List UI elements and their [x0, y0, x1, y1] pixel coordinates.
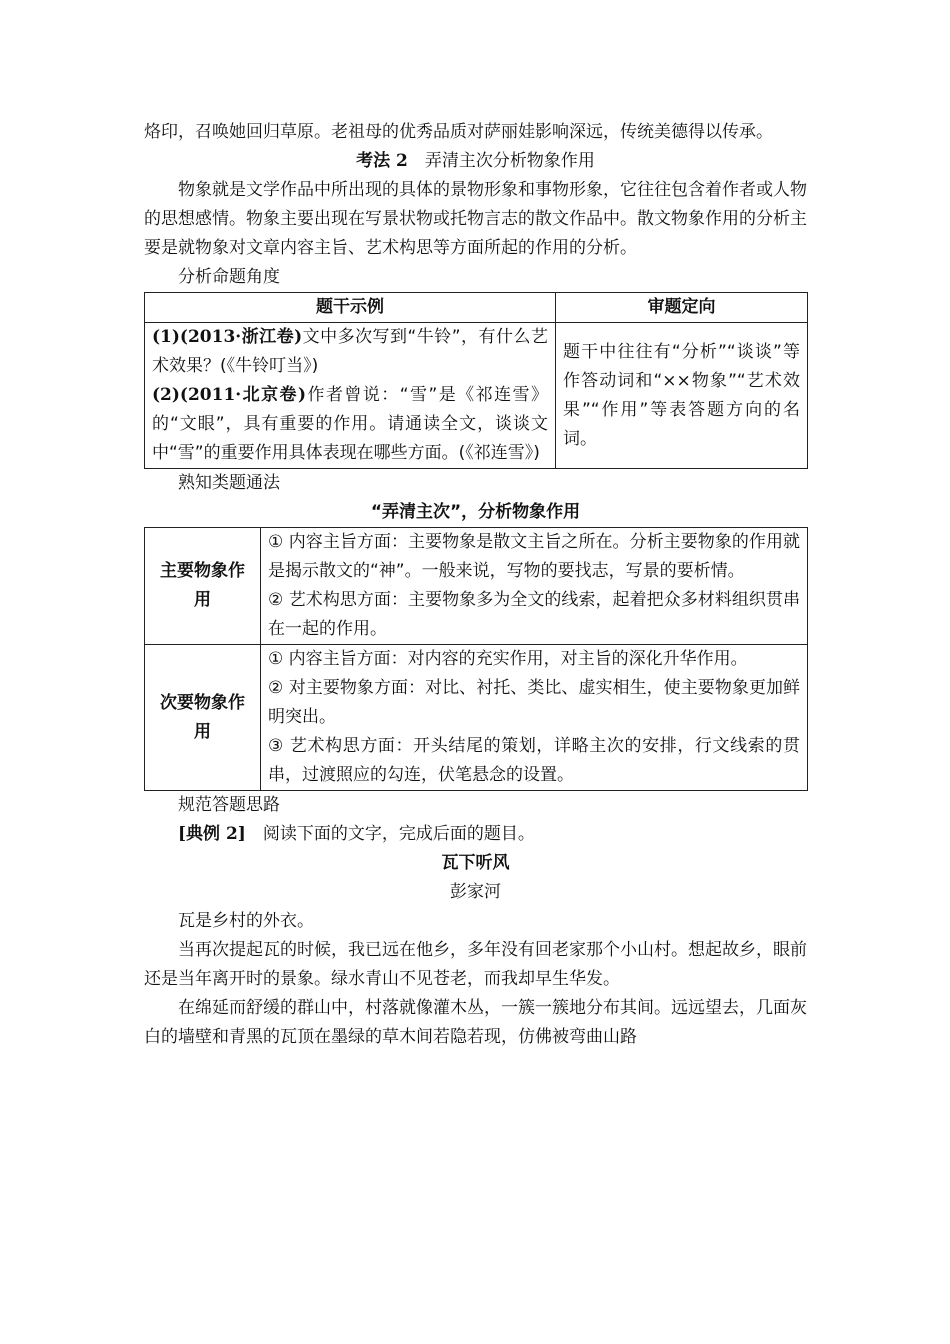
analysis-label: 分析命题角度 [178, 267, 280, 287]
example-question-1 [152, 323, 548, 381]
method-title: “弄清主次”，分析物象作用 [370, 502, 581, 522]
example-text: 阅读下面的文字，完成后面的题目。 [262, 824, 535, 844]
image-role-table [144, 527, 808, 791]
question-text: 文中多次写到“牛铃”，有什么艺术效果？(《牛铃叮当》) [152, 327, 548, 376]
list-item: ② 艺术构思方面：主要物象多为全文的线索，起着把众多材料组织贯串在一起的作用。 [268, 590, 800, 639]
table-row [145, 645, 808, 791]
document-page [144, 118, 807, 1052]
list-item: ② 对主要物象方面：对比、衬托、类比、虚实相生，使主要物象更加鲜明突出。 [268, 678, 800, 727]
section-number: 考法 2 [356, 151, 408, 171]
example-question-2 [152, 381, 548, 468]
question-source-tag: (2)(2011·北京卷) [152, 385, 307, 405]
carry-over-paragraph: 烙印，召唤她回归草原。老祖母的优秀品质对萨丽娃影响深远，传统美德得以传承。 [144, 122, 773, 142]
examples-cell [145, 323, 556, 469]
essay-paragraph: 在绵延而舒缓的群山中，村落就像灌木丛，一簇一簇地分布其间。远远望去，几面灰白的墙壁和青黑的瓦顶在墨绿的草木间若隐若现，仿佛被弯曲山路 [144, 998, 807, 1047]
list-item: ① 内容主旨方面：主要物象是散文主旨之所在。分析主要物象的作用就是揭示散文的“神”。一般来说，写物的要找志，写景的要析情。 [268, 532, 800, 581]
direction-text: 题干中往往有“分析”“谈谈”等作答动词和“××物象”“艺术效果”“作用”等表答题方向的名词。 [563, 341, 800, 449]
essay-title: 瓦下听风 [441, 853, 510, 873]
question-source-tag: (1)(2013·浙江卷) [152, 327, 303, 347]
question-text: 作者曾说：“雪”是《祁连雪》的“文眼”，具有重要的作用。请通读全文，谈谈文中“雪”的重要作用具体表现在哪些方面。(《祁连雪》) [152, 385, 548, 463]
main-image-label: 主要物象作用 [145, 528, 261, 645]
table-row [145, 528, 808, 645]
main-image-content [261, 528, 808, 645]
secondary-image-label: 次要物象作用 [145, 645, 261, 791]
section-title-text: 弄清主次分析物象作用 [424, 151, 595, 171]
example-instruction [144, 820, 807, 849]
table-header-row [145, 293, 808, 323]
essay-paragraph: 瓦是乡村的外衣。 [178, 911, 314, 931]
direction-cell [556, 323, 808, 469]
header-examples: 题干示例 [145, 293, 556, 323]
method-label: 熟知类题通法 [178, 473, 280, 493]
secondary-image-content [261, 645, 808, 791]
header-direction: 审题定向 [556, 293, 808, 323]
question-angle-table [144, 292, 808, 469]
section-title [144, 147, 807, 176]
list-item: ① 内容主旨方面：对内容的充实作用，对主旨的深化升华作用。 [268, 649, 748, 669]
essay-author: 彭家河 [450, 882, 501, 902]
answer-label: 规范答题思路 [178, 795, 280, 815]
essay-paragraph: 当再次提起瓦的时候，我已远在他乡，多年没有回老家那个小山村。想起故乡，眼前还是当年离开时的景象。绿水青山不见苍老，而我却早生华发。 [144, 940, 807, 989]
example-tag: [典例 2] [178, 824, 246, 844]
section-intro-paragraph: 物象就是文学作品中所出现的具体的景物形象和事物形象，它往往包含着作者或人物的思想感情。物象主要出现在写景状物或托物言志的散文作品中。散文物象作用的分析主要是就物象对文章内容主旨、艺术构思等方面所起的作用的分析。 [144, 180, 807, 258]
list-item: ③ 艺术构思方面：开头结尾的策划，详略主次的安排，行文线索的贯串，过渡照应的勾连，伏笔悬念的设置。 [268, 736, 800, 785]
table-row [145, 323, 808, 469]
